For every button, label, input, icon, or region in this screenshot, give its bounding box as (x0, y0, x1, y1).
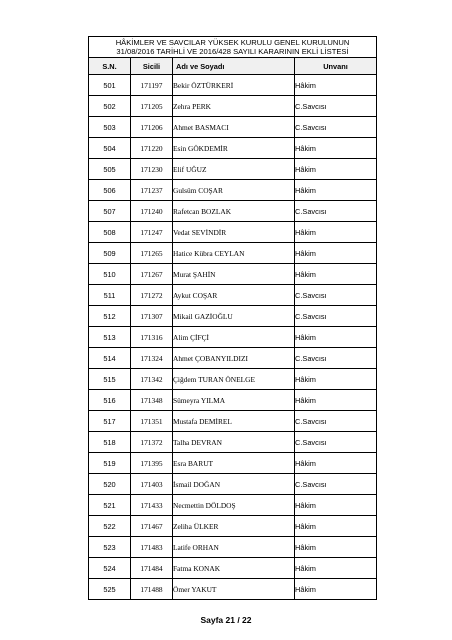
cell-title: C.Savcısı (295, 117, 377, 138)
cell-sn: 512 (89, 306, 131, 327)
header-title: Unvanı (295, 58, 377, 75)
first-name: Latife (173, 542, 191, 552)
cell-name (173, 390, 295, 411)
cell-title: C.Savcısı (295, 432, 377, 453)
first-name: Talha (173, 437, 190, 447)
cell-name (173, 117, 295, 138)
first-name: Vedat (173, 227, 190, 237)
cell-name (173, 75, 295, 96)
first-name: Gulsüm (173, 185, 197, 195)
last-name: TURAN ÖNELGE (198, 374, 255, 384)
table-row (89, 201, 377, 222)
cell-sn: 518 (89, 432, 131, 453)
first-name: Bekir (173, 80, 190, 90)
cell-sicil: 171272 (131, 285, 173, 306)
header-sn: S.N. (89, 58, 131, 75)
table-row (89, 159, 377, 180)
first-name: Zeliha (173, 521, 192, 531)
table-row (89, 222, 377, 243)
first-name: Sümeyra (173, 395, 200, 405)
last-name: CEYLAN (214, 248, 245, 258)
table-row (89, 411, 377, 432)
last-name: YILMA (200, 395, 226, 405)
cell-sicil: 171342 (131, 369, 173, 390)
header-name: Adı ve Soyadı (173, 58, 295, 75)
cell-name (173, 516, 295, 537)
first-name: Aykut (173, 290, 191, 300)
cell-name (173, 327, 295, 348)
cell-name (173, 369, 295, 390)
cell-name (173, 222, 295, 243)
cell-sicil: 171307 (131, 306, 173, 327)
personnel-table (88, 36, 377, 600)
table-row (89, 558, 377, 579)
first-name: Esin (173, 143, 187, 153)
table-row (89, 537, 377, 558)
first-name: Ahmet (173, 122, 194, 132)
table-header-row (89, 58, 377, 75)
last-name: GAZİOĞLU (194, 311, 233, 321)
cell-title: Hâkim (295, 453, 377, 474)
table-row (89, 474, 377, 495)
last-name: BARUT (188, 458, 214, 468)
cell-sicil: 171265 (131, 243, 173, 264)
cell-sn: 503 (89, 117, 131, 138)
cell-title: Hâkim (295, 369, 377, 390)
table-row (89, 390, 377, 411)
cell-name (173, 96, 295, 117)
cell-sicil: 171433 (131, 495, 173, 516)
cell-sicil: 171220 (131, 138, 173, 159)
table-row (89, 264, 377, 285)
first-name: Ömer (173, 584, 190, 594)
cell-title: Hâkim (295, 75, 377, 96)
cell-sn: 511 (89, 285, 131, 306)
cell-title: C.Savcısı (295, 96, 377, 117)
cell-sicil: 171230 (131, 159, 173, 180)
cell-title: C.Savcısı (295, 306, 377, 327)
table-row (89, 180, 377, 201)
table-row (89, 285, 377, 306)
first-name: Rafetcan (173, 206, 200, 216)
first-name: Mikail (173, 311, 193, 321)
last-name: ÖZTÜRKERİ (191, 80, 234, 90)
cell-title: C.Savcısı (295, 201, 377, 222)
table-row (89, 117, 377, 138)
cell-sn: 522 (89, 516, 131, 537)
first-name: Alim (173, 332, 189, 342)
cell-sn: 521 (89, 495, 131, 516)
cell-name (173, 474, 295, 495)
cell-sn: 501 (89, 75, 131, 96)
cell-name (173, 537, 295, 558)
cell-title: Hâkim (295, 558, 377, 579)
cell-name (173, 411, 295, 432)
table-row (89, 495, 377, 516)
cell-sn: 517 (89, 411, 131, 432)
first-name: Çiğdem (173, 374, 197, 384)
cell-sicil: 171247 (131, 222, 173, 243)
cell-sn: 502 (89, 96, 131, 117)
cell-sicil: 171240 (131, 201, 173, 222)
table-row (89, 327, 377, 348)
table-row (89, 516, 377, 537)
cell-sn: 515 (89, 369, 131, 390)
cell-sicil: 171197 (131, 75, 173, 96)
cell-sicil: 171205 (131, 96, 173, 117)
table-row (89, 432, 377, 453)
cell-sicil: 171484 (131, 558, 173, 579)
cell-title: Hâkim (295, 159, 377, 180)
cell-name (173, 453, 295, 474)
cell-sicil: 171206 (131, 117, 173, 138)
cell-sicil: 171316 (131, 327, 173, 348)
last-name: DÖLDOŞ (205, 500, 236, 510)
cell-sicil: 171395 (131, 453, 173, 474)
table-body (89, 75, 377, 600)
first-name: Zehra (173, 101, 191, 111)
last-name: COŞAR (192, 290, 218, 300)
last-name: BOZLAK (201, 206, 232, 216)
cell-sn: 510 (89, 264, 131, 285)
last-name: UĞUZ (185, 164, 207, 174)
cell-name (173, 558, 295, 579)
cell-sn: 506 (89, 180, 131, 201)
last-name: KONAK (193, 563, 221, 573)
cell-name (173, 306, 295, 327)
last-name: DEVRAN (191, 437, 222, 447)
cell-title: Hâkim (295, 495, 377, 516)
cell-name (173, 159, 295, 180)
cell-sicil: 171237 (131, 180, 173, 201)
cell-title: Hâkim (295, 390, 377, 411)
page-number: Sayfa 21 / 22 (200, 615, 252, 625)
cell-name (173, 432, 295, 453)
table-row (89, 348, 377, 369)
cell-sicil: 171267 (131, 264, 173, 285)
last-name: PERK (192, 101, 211, 111)
cell-name (173, 264, 295, 285)
table-row (89, 579, 377, 600)
cell-sn: 519 (89, 453, 131, 474)
first-name: Elif (173, 164, 185, 174)
header-sicil: Sicili (131, 58, 173, 75)
cell-sn: 524 (89, 558, 131, 579)
cell-title: Hâkim (295, 537, 377, 558)
last-name: DEMİREL (199, 416, 232, 426)
cell-title: Hâkim (295, 180, 377, 201)
first-name: Mustafa (173, 416, 198, 426)
cell-sicil: 171483 (131, 537, 173, 558)
cell-sn: 516 (89, 390, 131, 411)
last-name: YAKUT (191, 584, 217, 594)
cell-name (173, 348, 295, 369)
cell-title: C.Savcısı (295, 474, 377, 495)
cell-sicil: 171324 (131, 348, 173, 369)
last-name: SEVİNDİR (191, 227, 227, 237)
table-row (89, 243, 377, 264)
first-name: Hatice Kübra (173, 248, 213, 258)
last-name: ŞAHİN (192, 269, 216, 279)
cell-sicil: 171348 (131, 390, 173, 411)
cell-sicil: 171488 (131, 579, 173, 600)
first-name: Esra (173, 458, 187, 468)
cell-sicil: 171403 (131, 474, 173, 495)
cell-title: Hâkim (295, 264, 377, 285)
cell-sn: 505 (89, 159, 131, 180)
cell-title: Hâkim (295, 243, 377, 264)
cell-title: Hâkim (295, 138, 377, 159)
last-name: DOĞAN (193, 479, 221, 489)
cell-name (173, 495, 295, 516)
cell-title: Hâkim (295, 579, 377, 600)
cell-title: C.Savcısı (295, 348, 377, 369)
first-name: İsmail (173, 479, 192, 489)
cell-sn: 507 (89, 201, 131, 222)
cell-name (173, 201, 295, 222)
cell-sicil: 171372 (131, 432, 173, 453)
table-row (89, 453, 377, 474)
cell-sn: 525 (89, 579, 131, 600)
cell-name (173, 243, 295, 264)
cell-sn: 513 (89, 327, 131, 348)
last-name: ÇOBANYILDIZI (194, 353, 248, 363)
cell-name (173, 138, 295, 159)
cell-name (173, 285, 295, 306)
table-title (89, 37, 377, 58)
last-name: ÜLKER (193, 521, 219, 531)
cell-name (173, 180, 295, 201)
cell-sn: 520 (89, 474, 131, 495)
first-name: Murat (173, 269, 192, 279)
cell-sicil: 171351 (131, 411, 173, 432)
table-row (89, 75, 377, 96)
table-title-row (89, 37, 377, 58)
cell-sn: 514 (89, 348, 131, 369)
first-name: Fatma (173, 563, 192, 573)
cell-sicil: 171467 (131, 516, 173, 537)
cell-name (173, 579, 295, 600)
last-name: COŞAR (198, 185, 223, 195)
cell-sn: 504 (89, 138, 131, 159)
title-line-2: 31/08/2016 TARİHLİ VE 2016/428 SAYILI KARARININ EKLİ LİSTESİ (116, 47, 349, 56)
last-name: ÇİFÇİ (190, 332, 209, 342)
cell-title: C.Savcısı (295, 285, 377, 306)
table-row (89, 138, 377, 159)
last-name: BASMACI (194, 122, 229, 132)
cell-title: Hâkim (295, 222, 377, 243)
table-row (89, 306, 377, 327)
cell-sn: 508 (89, 222, 131, 243)
last-name: ORHAN (192, 542, 219, 552)
table-row (89, 96, 377, 117)
title-line-1: HÂKİMLER VE SAVCILAR YÜKSEK KURULU GENEL KURULUNUN (115, 38, 350, 47)
cell-sn: 509 (89, 243, 131, 264)
cell-sn: 523 (89, 537, 131, 558)
cell-title: Hâkim (295, 327, 377, 348)
first-name: Ahmet (173, 353, 194, 363)
first-name: Necmettin (173, 500, 204, 510)
cell-title: Hâkim (295, 516, 377, 537)
table-row (89, 369, 377, 390)
last-name: GÖKDEMİR (188, 143, 228, 153)
cell-title: C.Savcısı (295, 411, 377, 432)
